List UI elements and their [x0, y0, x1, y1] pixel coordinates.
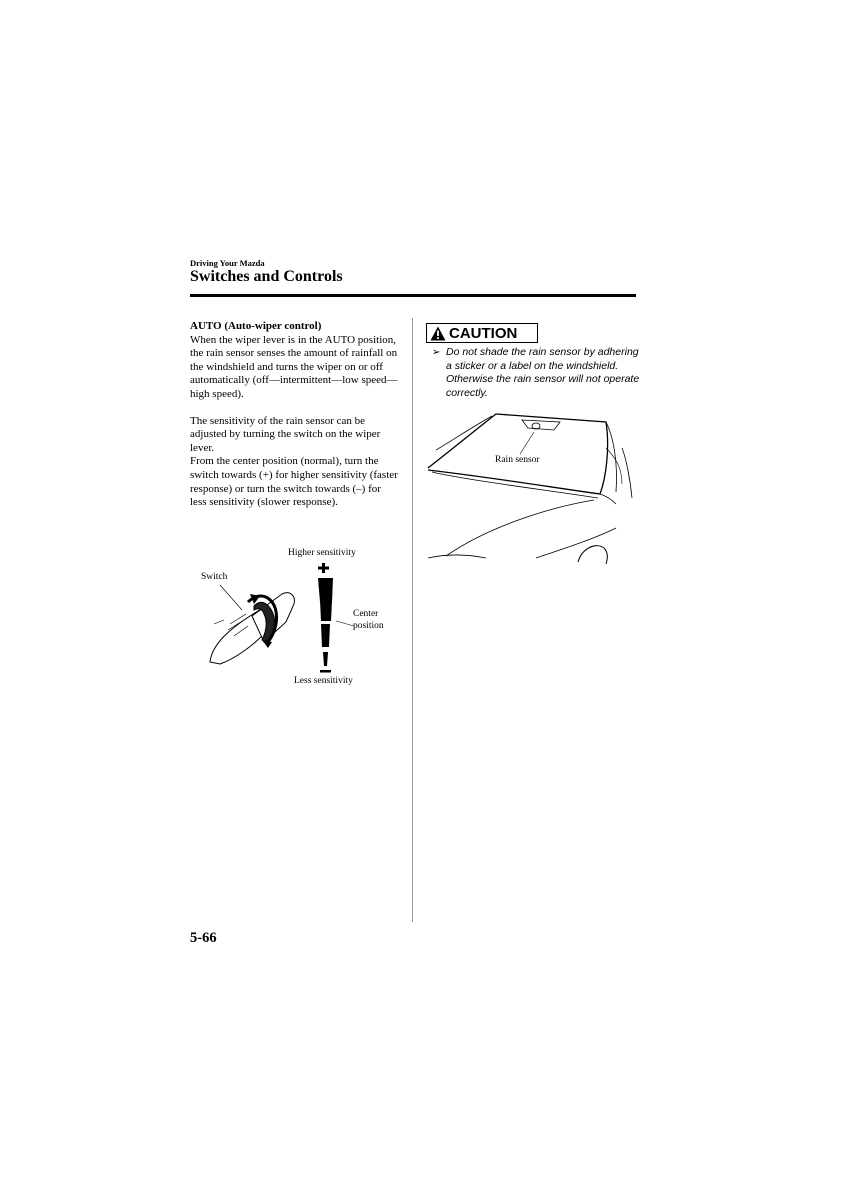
column-divider [412, 318, 413, 922]
auto-wiper-paragraph-1: When the wiper lever is in the AUTO position, the rain sensor senses the amount of rainfall on the windshield and turns the wiper on or off automatically (off—intermittent—low speed—high speed). [190, 333, 398, 400]
chapter-title: Switches and Controls [190, 268, 343, 285]
switch-label: Switch [201, 572, 228, 582]
caution-text: Do not shade the rain sensor by adhering a sticker or a label on the windshield. Otherwise the rain sensor will not operate correctly. [446, 346, 640, 399]
left-column [190, 320, 400, 510]
auto-wiper-paragraph-2: The sensitivity of the rain sensor can be adjusted by turning the switch on the wiper lever. [190, 414, 381, 454]
paragraph-gap [190, 402, 400, 415]
caution-title: CAUTION [449, 325, 518, 342]
warning-triangle-icon [430, 326, 446, 341]
header-rule [190, 294, 636, 297]
auto-wiper-heading: AUTO (Auto-wiper control) [190, 320, 322, 332]
windshield-figure [426, 408, 636, 564]
sensitivity-figure [190, 544, 400, 694]
caution-header [426, 323, 538, 343]
auto-wiper-paragraph-3: From the center position (normal), turn the switch towards (+) for higher sensitivity (faster response) or turn the switch towards (–) for less sensitivity (slower response). [190, 455, 398, 509]
section-label: Driving Your Mazda [190, 258, 265, 268]
bullet-arrow-icon: ➢ [432, 347, 441, 358]
rain-sensor-label: Rain sensor [495, 455, 540, 465]
page-number: 5-66 [190, 930, 217, 946]
higher-sensitivity-label: Higher sensitivity [288, 548, 356, 558]
center-position-label-line2: position [353, 621, 384, 631]
less-sensitivity-label: Less sensitivity [294, 676, 353, 686]
windshield-illustration [426, 408, 636, 564]
center-position-label-line1: Center [353, 609, 379, 619]
